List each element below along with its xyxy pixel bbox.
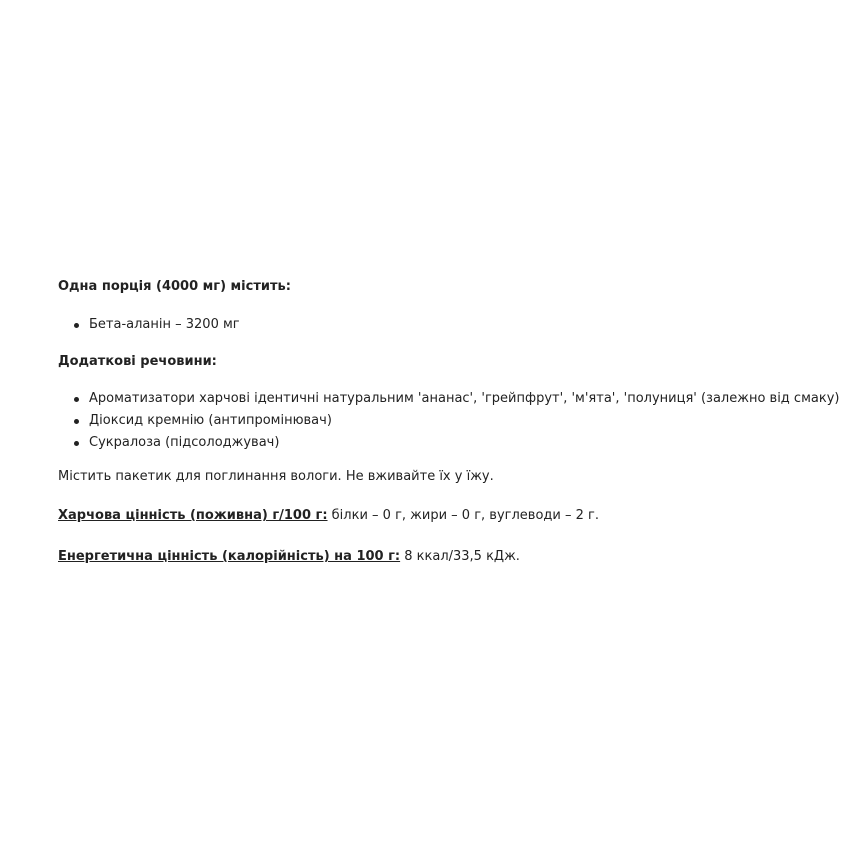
- list-item: [58, 432, 838, 454]
- bullet-icon: [74, 323, 79, 328]
- bullet-icon: [74, 441, 79, 446]
- additional-list: [58, 388, 838, 454]
- bullet-icon: [74, 397, 79, 402]
- list-item: [58, 388, 838, 410]
- list-item-text: Сукралоза (підсолоджувач): [89, 435, 280, 450]
- bullet-icon: [74, 419, 79, 424]
- moisture-note: Містить пакетик для поглинання вологи. Не вживайте їх у їжу.: [58, 469, 494, 484]
- serving-heading: Одна порція (4000 мг) містить:: [58, 279, 291, 294]
- nutrition-line: [58, 507, 838, 525]
- list-item-text: Ароматизатори харчові ідентичні натуральним 'ананас', 'грейпфрут', 'м'ята', 'полуниця' (залежно від смаку): [89, 391, 840, 406]
- energy-value: 8 ккал/33,5 кДж.: [400, 549, 520, 564]
- additional-heading: Додаткові речовини:: [58, 354, 217, 369]
- list-item-text: Діоксид кремнію (антипромінювач): [89, 413, 332, 428]
- product-description: [58, 278, 838, 566]
- list-item: [58, 314, 838, 336]
- list-item-text: Бета-аланін – 3200 мг: [89, 317, 240, 332]
- nutrition-value: білки – 0 г, жири – 0 г, вуглеводи – 2 г.: [327, 508, 599, 523]
- energy-line: [58, 548, 838, 566]
- energy-label: Енергетична цінність (калорійність) на 100 г:: [58, 549, 401, 564]
- serving-list: [58, 314, 838, 336]
- list-item: [58, 410, 838, 432]
- nutrition-label: Харчова цінність (поживна) г/100 г:: [58, 508, 328, 523]
